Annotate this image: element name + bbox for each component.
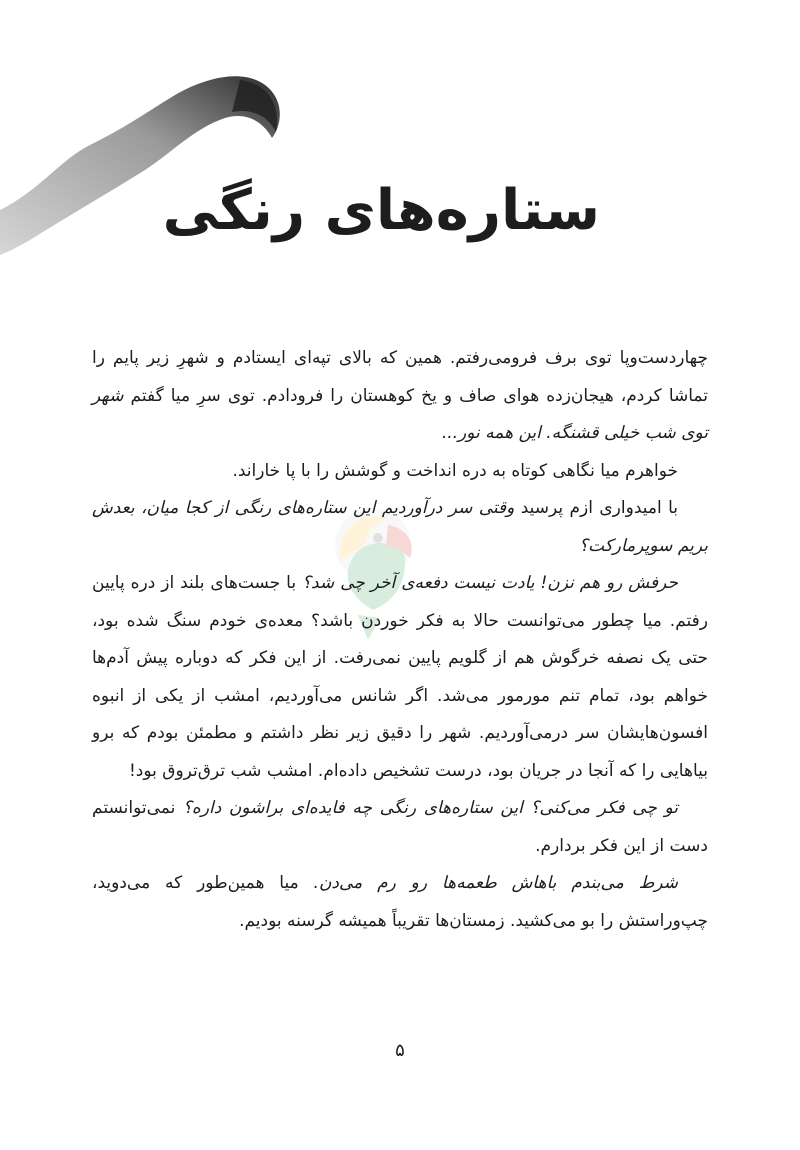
paragraph	[92, 565, 708, 790]
narration-text: نمی‌توانستم دست از این فکر بردارم.	[92, 798, 708, 856]
paragraph	[92, 340, 708, 453]
italic-thought-text: تو چی فکر می‌کنی؟ این ستاره‌های رنگی چه فایده‌ای براشون داره؟	[182, 798, 678, 818]
page-number: ۵	[395, 1040, 405, 1061]
narration-text: با امیدواری ازم پرسید	[514, 498, 678, 518]
paragraph	[92, 453, 708, 491]
narration-text: چهاردست‌وپا توی برف فرومی‌رفتم. همین که بالای تپه‌ای ایستادم و شهرِ زیر پایم را تماشا کردم، هیجان‌زده هوای صاف و یخ کوهستان را فرودادم. توی سرِ میا گفتم	[92, 348, 708, 406]
italic-thought-text: شرط می‌بندم باهاش طعمه‌ها رو رم می‌دن.	[313, 873, 678, 893]
paragraph	[92, 790, 708, 865]
narration-text: میا همین‌طور که می‌دوید، چپ‌وراستش را بو می‌کشید. زمستان‌ها تقریباً همیشه گرسنه بودیم.	[92, 873, 708, 931]
italic-thought-text: وقتی سر درآوردیم این ستاره‌های رنگی از کجا میان، بعدش بریم سوپرمارکت؟	[92, 498, 708, 556]
chapter-title: ستاره‌های رنگی	[162, 178, 600, 243]
narration-text: خواهرم میا نگاهی کوتاه به دره انداخت و گوشش را با پا خاراند.	[232, 460, 678, 481]
italic-thought-text: حرفش رو هم نزن! یادت نیست دفعه‌ی آخر چی شد؟	[301, 573, 678, 593]
paragraph	[92, 865, 708, 940]
italic-thought-text: شهر توی شب خیلی قشنگه. این همه نور...	[92, 385, 708, 443]
chapter-body	[92, 340, 708, 940]
paragraph	[92, 490, 708, 565]
narration-text: با جست‌های بلند از دره پایین رفتم. میا چطور می‌توانست حالا به فکر خوردن باشد؟ معده‌ی خودم سنگ شده بود، حتی یک نصفه خرگوش هم از گلویم پایین نمی‌رفت. از این فکر که دوباره پیش آدم‌ها خواهم بود، تمام تنم مورمور می‌شد. اگر شانس می‌آوردیم، امشب از یکی از انبوه افسون‌هایشان سر درمی‌آوردیم. شهر را دقیق زیر نظر داشتم و مطمئن بودم که برو بیاهایی را که آنجا در جریان بود، درست تشخیص داده‌ام. امشب شب ترق‌تروق بود!	[92, 573, 708, 781]
